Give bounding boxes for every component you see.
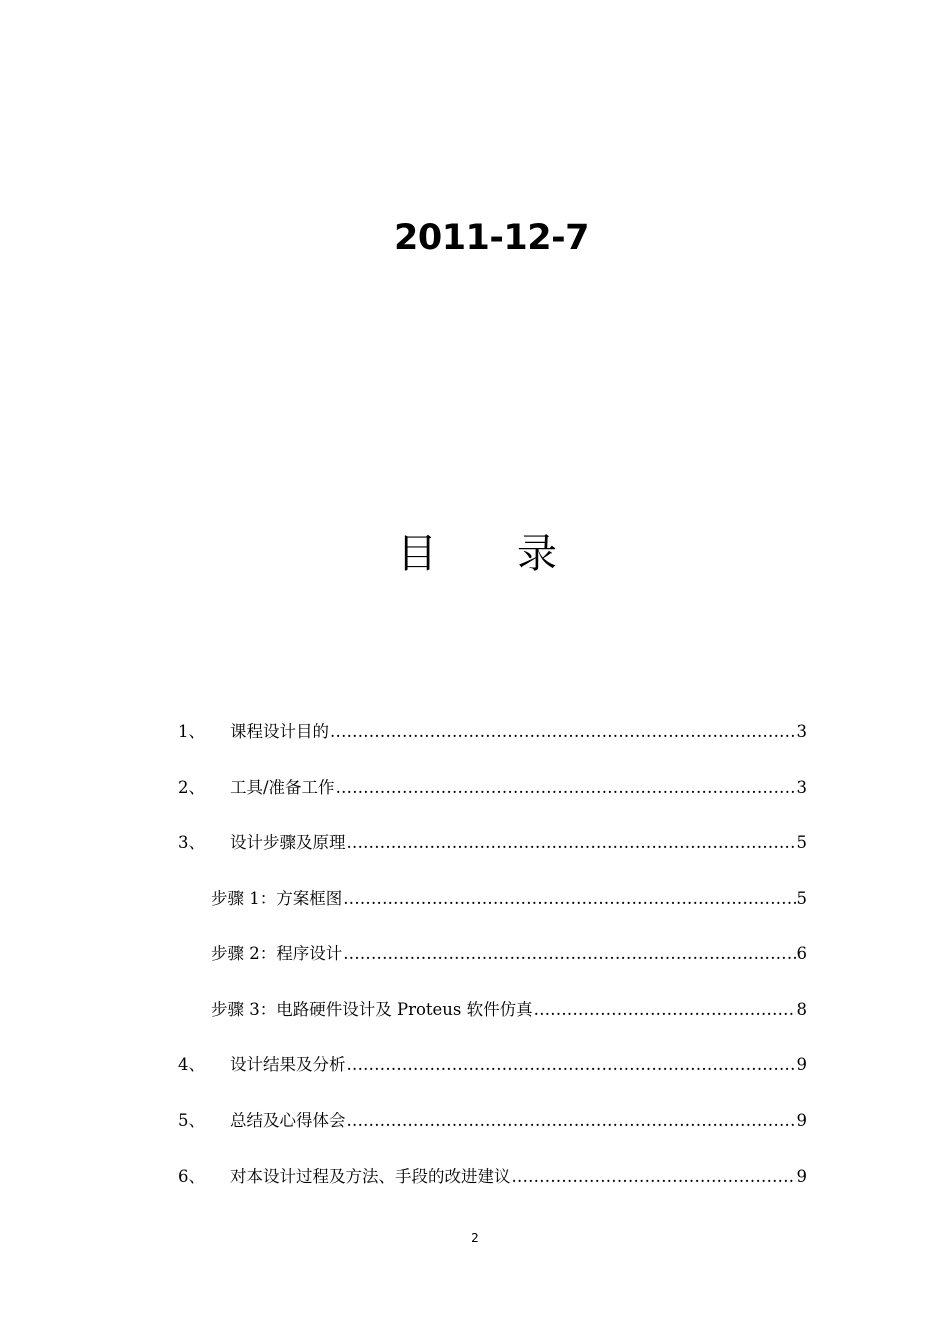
toc-dot-leader xyxy=(330,721,796,743)
toc-entry-title: 课程设计目的 xyxy=(230,722,329,741)
toc-entry-page: 9 xyxy=(796,1055,807,1074)
toc-entry-page: 9 xyxy=(796,1167,807,1186)
toc-entry-step-2[interactable] xyxy=(211,941,807,965)
page-number: 2 xyxy=(471,1231,479,1245)
toc-dot-leader xyxy=(343,888,795,910)
toc-entry-title: 设计步骤及原理 xyxy=(230,833,346,852)
toc-heading xyxy=(0,522,950,586)
toc-entry-3[interactable] xyxy=(178,830,807,854)
toc-entry-title: 工具/准备工作 xyxy=(230,778,335,797)
toc-heading-char-1: 目 xyxy=(397,531,437,577)
toc-entry-page: 8 xyxy=(796,1000,807,1019)
toc-entry-title: 步骤 1：方案框图 xyxy=(211,889,343,908)
toc-entry-number: 1、 xyxy=(178,722,205,741)
toc-entry-title: 步骤 3：电路硬件设计及 Proteus 软件仿真 xyxy=(211,1000,533,1019)
toc-entry-6[interactable] xyxy=(178,1164,807,1188)
toc-entry-title: 设计结果及分析 xyxy=(230,1055,346,1074)
toc-entry-title: 对本设计过程及方法、手段的改进建议 xyxy=(230,1167,511,1186)
toc-entry-title: 总结及心得体会 xyxy=(230,1111,346,1130)
toc-dot-leader xyxy=(512,1166,796,1188)
toc-entry-page: 6 xyxy=(796,944,807,963)
toc-entry-title: 步骤 2：程序设计 xyxy=(211,944,343,963)
toc-heading-char-2: 录 xyxy=(517,531,557,577)
toc-dot-leader xyxy=(534,999,796,1021)
cover-date: 2011-12-7 xyxy=(393,218,590,258)
toc-entry-page: 3 xyxy=(796,778,807,797)
toc-entry-number: 3、 xyxy=(178,833,205,852)
toc-entry-page: 9 xyxy=(796,1111,807,1130)
toc-entry-number: 5、 xyxy=(178,1111,205,1130)
toc-entry-page: 5 xyxy=(796,889,807,908)
toc-entry-page: 3 xyxy=(796,722,807,741)
toc-entry-page: 5 xyxy=(796,833,807,852)
toc-dot-leader xyxy=(343,943,795,965)
toc-entry-number: 6、 xyxy=(178,1167,205,1186)
toc-dot-leader xyxy=(347,1054,796,1076)
toc-entry-number: 2、 xyxy=(178,778,205,797)
toc-dot-leader xyxy=(347,1110,796,1132)
toc-dot-leader xyxy=(336,777,796,799)
toc-entry-number: 4、 xyxy=(178,1055,205,1074)
toc-entry-4[interactable] xyxy=(178,1052,807,1076)
toc-entry-2[interactable] xyxy=(178,775,807,799)
toc-entry-1[interactable] xyxy=(178,719,807,743)
toc-entry-5[interactable] xyxy=(178,1108,807,1132)
toc-entry-step-3[interactable] xyxy=(211,997,807,1021)
toc-dot-leader xyxy=(347,832,796,854)
toc-entry-step-1[interactable] xyxy=(211,886,807,910)
